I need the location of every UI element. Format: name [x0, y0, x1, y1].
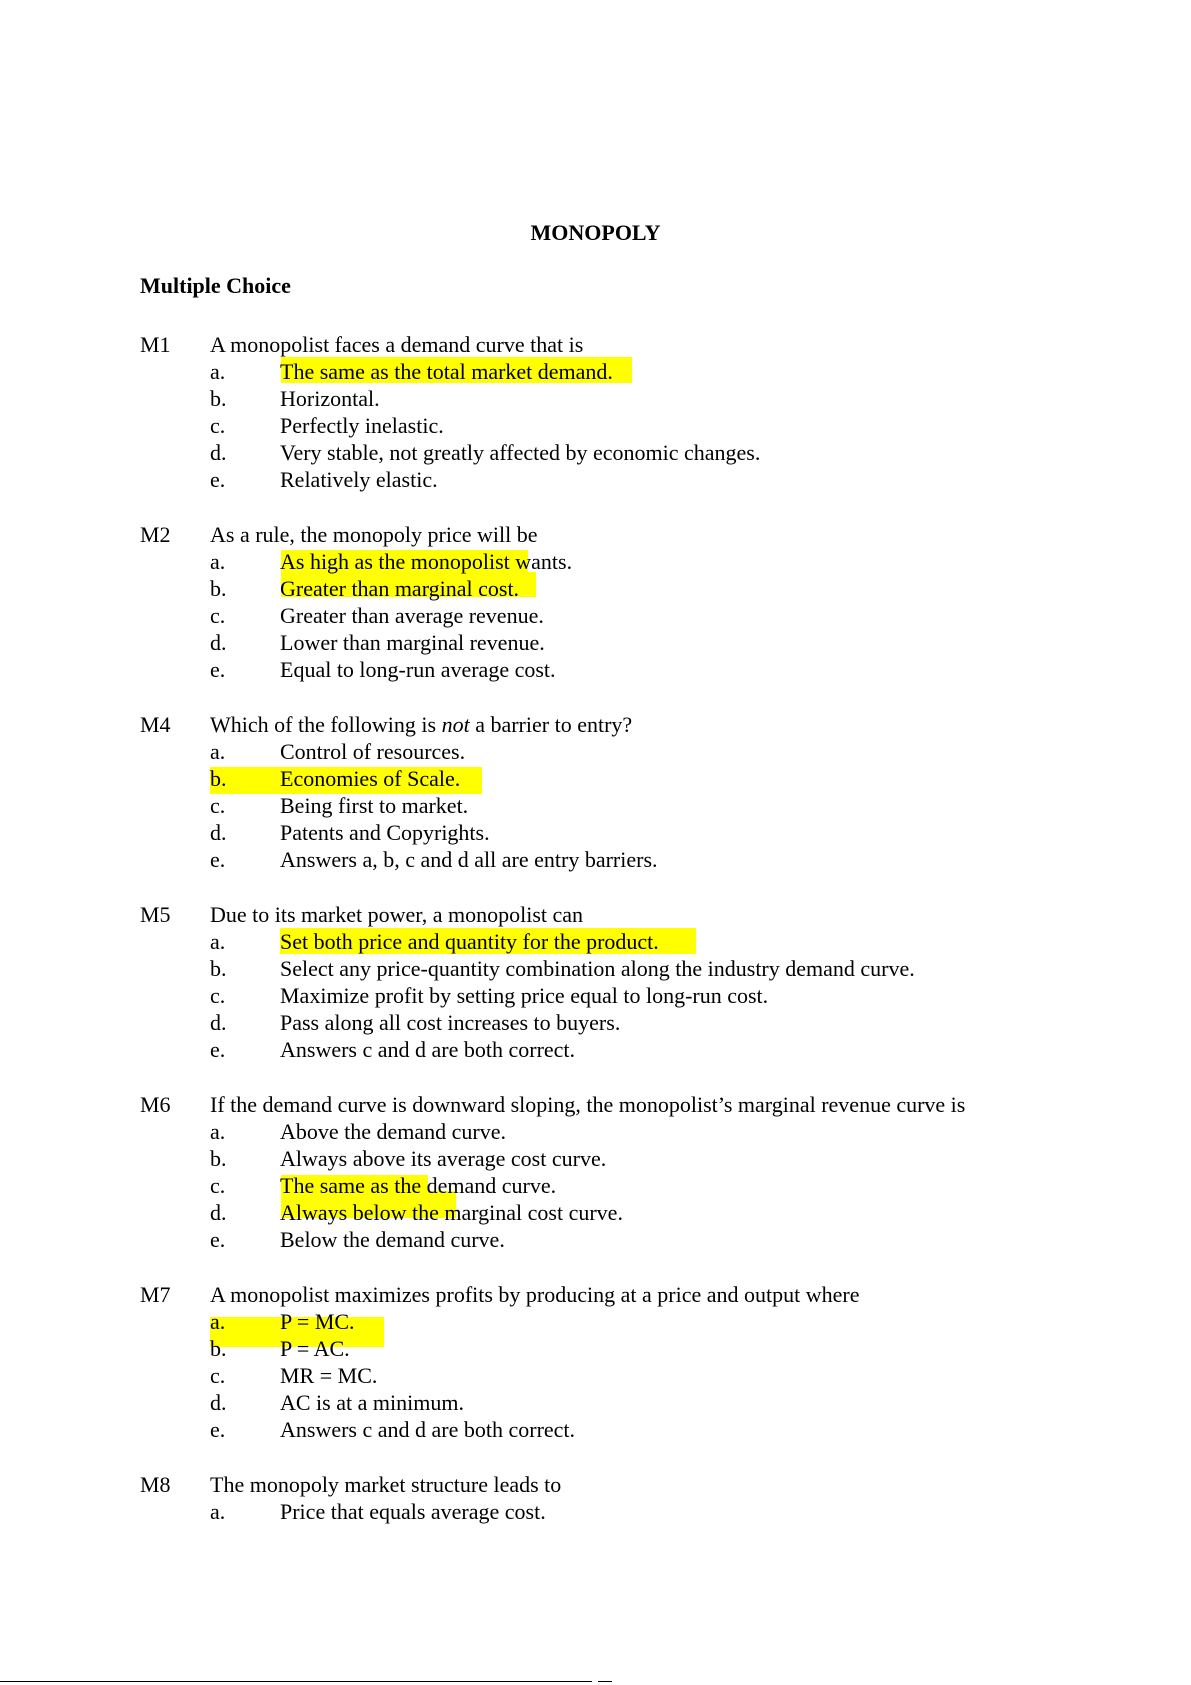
option-text: Equal to long-run average cost. [280, 657, 556, 682]
footer-rule [0, 1681, 592, 1682]
option-letter: a. [210, 1309, 226, 1334]
option-letter: a. [210, 549, 226, 574]
option-letter: e. [210, 657, 226, 682]
option-text: The same as the total market demand. [280, 359, 613, 384]
option-c [0, 602, 1191, 629]
option-letter: b. [210, 1336, 227, 1361]
option-text: Answers c and d are both correct. [280, 1037, 576, 1062]
option-e [0, 656, 1191, 683]
question-number: M8 [140, 1472, 171, 1497]
stem-text: a barrier to entry? [469, 712, 633, 737]
option-c [0, 792, 1191, 819]
option-text: Patents and Copyrights. [280, 820, 490, 845]
option-d [0, 1009, 1191, 1036]
question-number: M4 [140, 712, 171, 737]
option-a [0, 1118, 1191, 1145]
option-letter: b. [210, 766, 227, 791]
option-d [0, 1389, 1191, 1416]
option-letter: e. [210, 1227, 226, 1252]
option-text: Perfectly inelastic. [280, 413, 444, 438]
option-c [0, 412, 1191, 439]
stem-text: Which of the following is [210, 712, 442, 737]
section-heading: Multiple Choice [140, 273, 291, 298]
option-b [0, 575, 1191, 602]
question-stem: A monopolist maximizes profits by producing at a price and output where [210, 1282, 860, 1307]
option-b [0, 765, 1191, 792]
option-a [0, 928, 1191, 955]
option-a [0, 738, 1191, 765]
option-b [0, 955, 1191, 982]
option-letter: d. [210, 1200, 227, 1225]
question-number: M5 [140, 902, 171, 927]
option-text: The same as the demand curve. [280, 1173, 557, 1198]
option-letter: d. [210, 820, 227, 845]
option-text: Relatively elastic. [280, 467, 438, 492]
option-letter: d. [210, 1010, 227, 1035]
option-e [0, 1036, 1191, 1063]
option-text: Being first to market. [280, 793, 469, 818]
option-text: Very stable, not greatly affected by economic changes. [280, 440, 761, 465]
option-text: Always below the marginal cost curve. [280, 1200, 623, 1225]
option-letter: c. [210, 603, 226, 628]
option-b [0, 385, 1191, 412]
option-letter: a. [210, 359, 226, 384]
option-text: Pass along all cost increases to buyers. [280, 1010, 621, 1035]
option-letter: a. [210, 1499, 226, 1524]
option-letter: c. [210, 1173, 226, 1198]
option-letter: e. [210, 847, 226, 872]
question-stem: If the demand curve is downward sloping, the monopolist’s marginal revenue curve is [210, 1092, 966, 1117]
option-text: MR = MC. [280, 1363, 378, 1388]
page-title: MONOPOLY [530, 220, 661, 245]
option-text: Economies of Scale. [280, 766, 461, 791]
option-letter: e. [210, 1037, 226, 1062]
option-d [0, 819, 1191, 846]
option-text: Price that equals average cost. [280, 1499, 546, 1524]
option-letter: c. [210, 793, 226, 818]
option-text: Greater than marginal cost. [280, 576, 520, 601]
option-c [0, 1172, 1191, 1199]
option-letter: d. [210, 1390, 227, 1415]
option-text: Select any price-quantity combination along the industry demand curve. [280, 956, 915, 981]
option-letter: e. [210, 467, 226, 492]
option-text: Answers a, b, c and d all are entry barriers. [280, 847, 658, 872]
option-b [0, 1335, 1191, 1362]
footer-rule-mark [598, 1681, 612, 1682]
option-d [0, 629, 1191, 656]
option-text: Greater than average revenue. [280, 603, 544, 628]
option-text: As high as the monopolist wants. [280, 549, 573, 574]
option-letter: e. [210, 1417, 226, 1442]
question-number: M1 [140, 332, 171, 357]
option-d [0, 439, 1191, 466]
option-letter: c. [210, 983, 226, 1008]
question-number: M2 [140, 522, 171, 547]
option-e [0, 1416, 1191, 1443]
option-letter: c. [210, 1363, 226, 1388]
question-number: M7 [140, 1282, 171, 1307]
option-letter: a. [210, 739, 226, 764]
option-text: P = AC. [280, 1336, 350, 1361]
option-a [0, 1308, 1191, 1335]
option-letter: b. [210, 1146, 227, 1171]
option-text: Answers c and d are both correct. [280, 1417, 576, 1442]
option-text: Control of resources. [280, 739, 466, 764]
question-stem: As a rule, the monopoly price will be [210, 522, 538, 547]
question-stem: Due to its market power, a monopolist can [210, 902, 584, 927]
option-letter: d. [210, 440, 227, 465]
option-c [0, 982, 1191, 1009]
option-letter: d. [210, 630, 227, 655]
option-c [0, 1362, 1191, 1389]
option-a [0, 1498, 1191, 1525]
option-text: Always above its average cost curve. [280, 1146, 607, 1171]
option-a [0, 548, 1191, 575]
option-b [0, 1145, 1191, 1172]
option-letter: a. [210, 929, 226, 954]
option-text: P = MC. [280, 1309, 355, 1334]
option-e [0, 846, 1191, 873]
option-text: Horizontal. [280, 386, 380, 411]
option-d [0, 1199, 1191, 1226]
option-text: Lower than marginal revenue. [280, 630, 545, 655]
option-e [0, 466, 1191, 493]
option-e [0, 1226, 1191, 1253]
question-number: M6 [140, 1092, 171, 1117]
option-text: Above the demand curve. [280, 1119, 507, 1144]
stem-emphasis: not [441, 712, 470, 737]
option-a [0, 358, 1191, 385]
option-text: AC is at a minimum. [280, 1390, 464, 1415]
option-text: Below the demand curve. [280, 1227, 505, 1252]
question-stem [210, 711, 632, 739]
option-letter: b. [210, 386, 227, 411]
question-stem: The monopoly market structure leads to [210, 1472, 562, 1497]
question-stem: A monopolist faces a demand curve that is [210, 332, 584, 357]
option-letter: b. [210, 576, 227, 601]
option-letter: a. [210, 1119, 226, 1144]
option-letter: c. [210, 413, 226, 438]
option-text: Maximize profit by setting price equal to long-run cost. [280, 983, 769, 1008]
option-text: Set both price and quantity for the product. [280, 929, 659, 954]
option-letter: b. [210, 956, 227, 981]
